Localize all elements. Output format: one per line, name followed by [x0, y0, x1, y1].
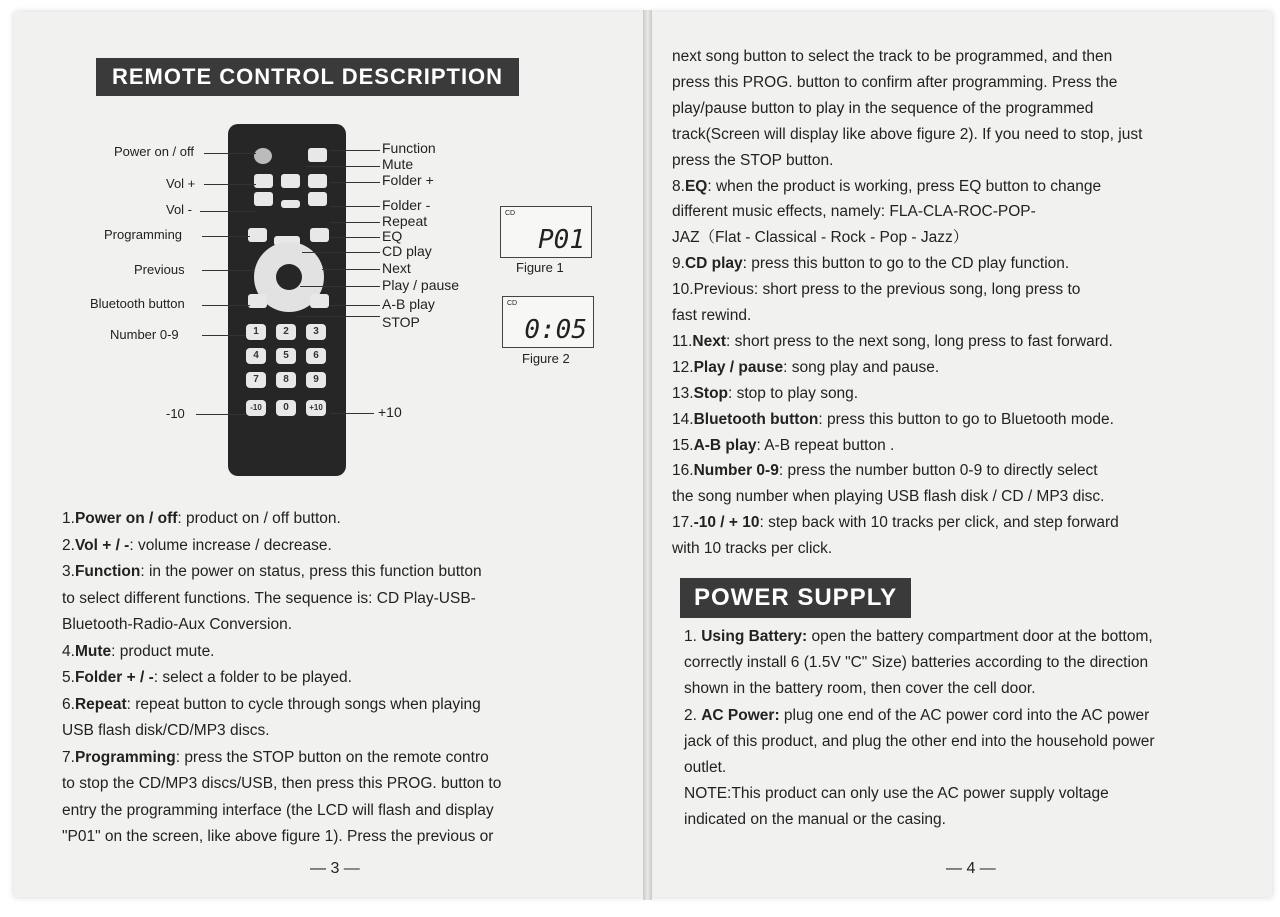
cd-indicator: CD	[505, 210, 516, 217]
text-line	[62, 506, 341, 533]
line-term: Stop	[693, 384, 728, 402]
line-text: : product mute.	[111, 642, 215, 660]
line-text: : press this button to go to the CD play function.	[742, 255, 1070, 273]
line-number: 6.	[62, 695, 75, 713]
leader-line	[204, 184, 256, 185]
mute-key	[281, 174, 300, 188]
line-text: entry the programming interface (the LCD will flash and display	[62, 801, 494, 819]
leader-line	[204, 153, 256, 154]
leader-line	[330, 150, 380, 151]
line-number: 2.	[62, 536, 75, 554]
line-text: the song number when playing USB flash disk / CD / MP3 disc.	[672, 488, 1105, 506]
leader-line	[200, 211, 256, 212]
leader-line	[330, 222, 380, 223]
num-key: 9	[306, 372, 326, 388]
text-line	[684, 624, 1153, 651]
line-number: 15.	[672, 436, 694, 454]
text-line	[672, 484, 1104, 511]
text-line	[672, 381, 858, 408]
line-text: : product on / off button.	[177, 510, 341, 527]
line-text: jack of this product, and plug the other end into the household power	[684, 732, 1155, 750]
leader-line	[202, 335, 246, 336]
line-term: Using Battery:	[701, 628, 808, 645]
line-term: EQ	[684, 177, 708, 195]
lcd-readout: P01	[538, 225, 585, 255]
text-line	[62, 586, 476, 613]
folder-plus-key	[308, 174, 327, 188]
line-number: 5.	[62, 669, 75, 686]
callout-vol-plus: Vol +	[166, 176, 196, 191]
line-number: 17.	[672, 514, 694, 532]
ab-key	[310, 294, 329, 308]
leader-line	[302, 252, 380, 253]
line-text: NOTE:This product can only use the AC power supply voltage	[684, 785, 1109, 803]
line-text: outlet.	[684, 759, 727, 776]
callout-cd-play: CD play	[382, 243, 432, 259]
line-text: to select different functions. The sequence is: CD Play-USB-	[62, 589, 476, 607]
line-term: Next	[692, 332, 727, 350]
line-text: play/pause button to play in the sequence of the programmed	[672, 99, 1094, 117]
cd-indicator: CD	[507, 300, 518, 307]
line-text: : in the power on status, press this function button	[140, 563, 482, 580]
text-line	[672, 122, 1142, 149]
line-term: Folder + / -	[74, 669, 154, 686]
text-line	[684, 807, 946, 834]
callout-programming: Programming	[104, 227, 183, 242]
leader-line	[330, 413, 374, 414]
callout-stop: STOP	[382, 314, 420, 330]
line-term: Mute	[74, 642, 112, 660]
num-key: 2	[276, 324, 296, 340]
line-text: USB flash disk/CD/MP3 discs.	[62, 722, 270, 739]
line-text: press this PROG. button to confirm after programming. Press the	[672, 73, 1118, 91]
vol-plus-key	[254, 174, 273, 188]
num-key: 7	[246, 372, 266, 388]
line-term: Programming	[74, 748, 176, 766]
text-line	[62, 665, 352, 692]
text-line	[684, 676, 1036, 703]
callout-repeat: Repeat	[382, 213, 428, 229]
line-text: : when the product is working, press EQ button to change	[707, 177, 1102, 195]
text-line	[62, 745, 489, 772]
callout-folder-minus: Folder -	[382, 197, 431, 213]
line-term: AC Power:	[701, 706, 780, 724]
line-text: fast rewind.	[672, 307, 752, 324]
text-line	[62, 533, 332, 560]
line-term: Bluetooth button	[693, 410, 819, 428]
line-text: next song button to select the track to be programmed, and then	[672, 48, 1113, 65]
num-key: 5	[276, 348, 296, 364]
leader-line	[330, 237, 380, 238]
line-number: 14.	[672, 410, 694, 428]
line-number: 1.	[62, 510, 75, 527]
lcd-readout: 0:05	[524, 315, 587, 345]
line-number: 1.	[684, 628, 702, 645]
line-text: : press this button to go to Bluetooth mode.	[818, 410, 1114, 428]
callout-number: Number 0-9	[110, 327, 179, 342]
line-text: plug one end of the AC power cord into the AC power	[779, 706, 1150, 724]
leader-line	[196, 414, 246, 415]
text-line	[684, 781, 1109, 808]
mute-bar	[281, 200, 300, 208]
line-text: : press the number button 0-9 to directly select	[778, 462, 1098, 480]
line-text: correctly install 6 (1.5V "C" Size) batteries according to the direction	[684, 654, 1149, 672]
folder-minus-key	[308, 192, 327, 206]
callout-mute: Mute	[382, 156, 414, 172]
text-line	[672, 355, 939, 382]
leader-line	[202, 270, 254, 271]
line-text: Previous: short press to the previous song, long press to	[693, 281, 1081, 299]
text-line	[672, 148, 833, 175]
line-term: CD play	[684, 255, 743, 273]
line-text: different music effects, namely: FLA-CLA-ROC-POP-	[672, 203, 1036, 221]
callout-ab-play: A-B play	[382, 296, 435, 312]
remote-control-heading: REMOTE CONTROL DESCRIPTION	[96, 58, 519, 96]
line-text: press the STOP button.	[672, 151, 834, 169]
text-line	[672, 303, 751, 330]
callout-function: Function	[382, 140, 436, 156]
text-line	[62, 798, 494, 825]
num-key: 4	[246, 348, 266, 364]
callout-power: Power on / off	[114, 144, 194, 159]
play-pause-key	[276, 264, 302, 290]
text-line	[672, 536, 832, 563]
function-key	[308, 148, 327, 162]
line-text: track(Screen will display like above figure 2). If you need to stop, just	[672, 125, 1143, 143]
text-line	[672, 433, 894, 460]
line-term: Number 0-9	[693, 462, 779, 480]
leader-line	[330, 206, 380, 207]
callout-play-pause: Play / pause	[382, 277, 460, 293]
text-line	[684, 729, 1155, 756]
line-term: Repeat	[74, 695, 127, 713]
leader-line	[300, 286, 380, 287]
lcd-figure-2	[502, 296, 594, 348]
line-number: 13.	[672, 384, 694, 402]
callout-minus10: -10	[166, 406, 185, 421]
text-line	[62, 559, 482, 586]
num-key: 3	[306, 324, 326, 340]
page-fold	[643, 10, 652, 900]
text-line	[62, 639, 215, 666]
line-number: 10.	[672, 281, 694, 299]
leader-line	[202, 236, 250, 237]
text-line	[672, 251, 1069, 278]
leader-line	[322, 269, 380, 270]
line-term: Vol + / -	[74, 536, 130, 554]
page-number-left: — 3 —	[310, 860, 360, 877]
num-key: -10	[246, 400, 266, 416]
line-text: : short press to the next song, long press to fast forward.	[726, 332, 1113, 350]
page-number-right: — 4 —	[946, 860, 996, 877]
line-number: 12.	[672, 358, 694, 376]
text-line	[672, 329, 1113, 356]
text-line	[672, 407, 1114, 434]
text-line	[684, 703, 1149, 730]
line-number: 9.	[672, 255, 685, 273]
line-text: : select a folder to be played.	[153, 669, 352, 686]
figure-1-caption: Figure 1	[516, 260, 564, 275]
line-term: Function	[74, 563, 141, 580]
bluetooth-key	[248, 294, 267, 308]
line-text: : volume increase / decrease.	[129, 536, 332, 554]
power-supply-heading: POWER SUPPLY	[680, 578, 911, 618]
line-text: : step back with 10 tracks per click, and step forward	[759, 514, 1119, 532]
line-text: "P01" on the screen, like above figure 1). Press the previous or	[62, 828, 494, 845]
num-key: 6	[306, 348, 326, 364]
line-text: Bluetooth-Radio-Aux Conversion.	[62, 616, 293, 633]
callout-previous: Previous	[134, 262, 185, 277]
text-line	[62, 692, 481, 719]
callout-folder-plus: Folder +	[382, 172, 434, 188]
text-line	[672, 96, 1093, 123]
line-term: A-B play	[693, 436, 757, 454]
num-key: 8	[276, 372, 296, 388]
callout-vol-minus: Vol -	[166, 202, 193, 217]
line-text: : stop to play song.	[728, 384, 859, 402]
power-key	[254, 148, 272, 164]
prog-key	[248, 228, 267, 242]
line-text: shown in the battery room, then cover the cell door.	[684, 680, 1036, 698]
line-text: : song play and pause.	[783, 358, 940, 376]
text-line	[672, 510, 1119, 537]
text-line	[672, 277, 1080, 304]
num-key: +10	[306, 400, 326, 416]
leader-line	[306, 166, 380, 167]
text-line	[672, 458, 1098, 485]
text-line	[672, 44, 1112, 71]
leader-line	[296, 316, 380, 317]
text-line	[62, 718, 270, 745]
callout-plus10: +10	[378, 404, 402, 420]
text-line	[684, 755, 726, 782]
line-text: indicated on the manual or the casing.	[684, 811, 946, 829]
text-line	[672, 199, 1036, 226]
vol-minus-key	[254, 192, 273, 206]
line-text: : press the STOP button on the remote contro	[175, 748, 489, 766]
line-text: with 10 tracks per click.	[672, 540, 833, 558]
rep-key	[310, 228, 329, 242]
line-number: 3.	[62, 563, 75, 580]
callout-eq: EQ	[382, 228, 403, 244]
line-term: -10 / + 10	[693, 514, 760, 532]
remote-control-illustration	[228, 124, 346, 476]
line-term: Play / pause	[693, 358, 784, 376]
line-number: 2.	[684, 706, 702, 724]
line-number: 16.	[672, 462, 694, 480]
figure-2-caption: Figure 2	[522, 351, 570, 366]
line-number: 4.	[62, 642, 75, 660]
leader-line	[202, 305, 250, 306]
line-text: : A-B repeat button .	[756, 436, 895, 454]
text-line	[672, 174, 1101, 201]
text-line	[684, 650, 1148, 677]
line-text: JAZ（Flat - Classical - Rock - Pop - Jazz）	[672, 229, 969, 247]
text-line	[62, 824, 493, 851]
text-line	[62, 612, 292, 639]
text-line	[672, 225, 968, 252]
line-text: to stop the CD/MP3 discs/USB, then press this PROG. button to	[62, 775, 502, 792]
line-number: 7.	[62, 748, 75, 766]
text-line	[62, 771, 501, 798]
callout-bluetooth: Bluetooth button	[90, 296, 185, 311]
line-term: Power on / off	[74, 510, 178, 527]
line-number: 11.	[672, 332, 693, 350]
line-number: 8.	[672, 177, 685, 195]
lcd-figure-1	[500, 206, 592, 258]
callout-next: Next	[382, 260, 411, 276]
line-text: open the battery compartment door at the bottom,	[807, 628, 1153, 645]
num-key: 0	[276, 400, 296, 416]
line-text: : repeat button to cycle through songs when playing	[126, 695, 481, 713]
text-line	[672, 70, 1117, 97]
leader-line	[330, 305, 380, 306]
num-key: 1	[246, 324, 266, 340]
leader-line	[330, 182, 380, 183]
